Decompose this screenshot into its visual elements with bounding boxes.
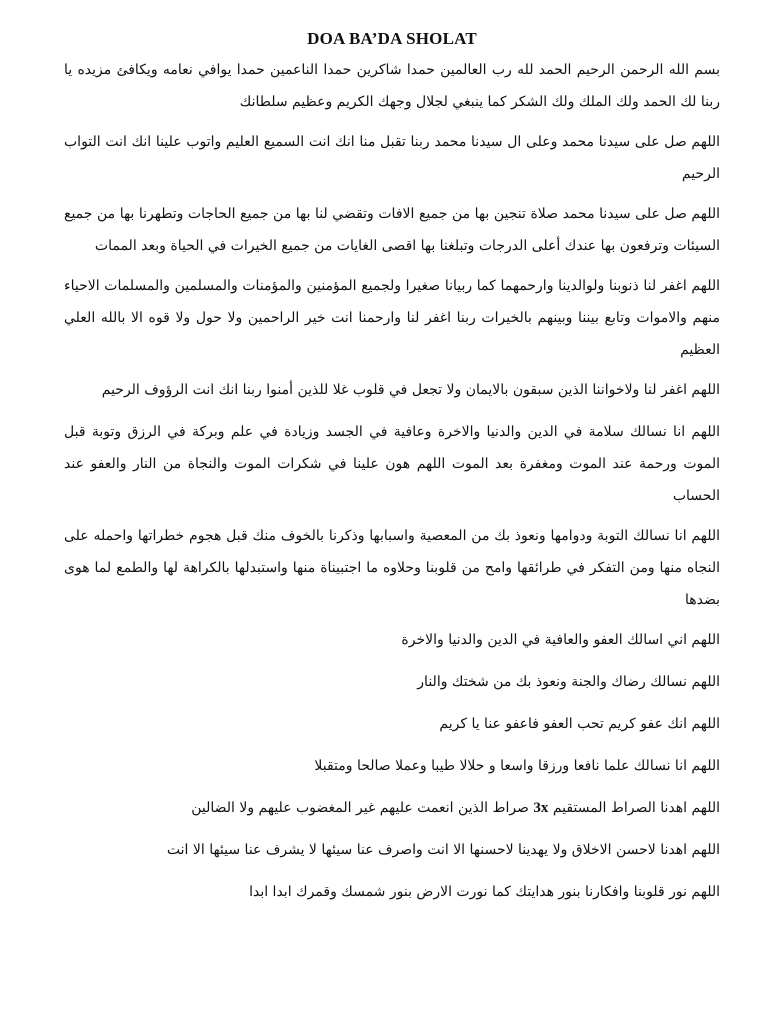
prayer-paragraph-forgiveness-parents: اللهم اغفر لنا ذنوبنا ولوالدينا وارحمهما كما ربيانا صغيرا ولجميع المؤمنين والمؤمنات والمسلمين والمسلمات الاحياء منهم والاموات وتابع بيننا وبينهم بالخيرات ربنا اغفر لنا وارحمنا انت خير الراحمين ولا حول ولا قوه الا بالله العلي العظيم [64,278,720,358]
prayer-paragraph-salawat-munjiyat: اللهم صل على سيدنا محمد صلاة تنجين بها من جميع الافات وتقضي لنا بها من جميع الحاجات وتطهرنا بها من جميع السيئات وترفعون بها عندك أعلى الدرجات وتبلغنا بها اقصى الغايات من جميع الخيرات في الحياة وبعد الممات [64,206,720,254]
prayer-paragraph-paradise: اللهم نسالك رضاك والجنة ونعوذ بك من شختك والنار [417,674,720,690]
sirat-prefix: اللهم اهدنا الصراط المستقيم [552,800,720,816]
sirat-repeat-count: 3x [533,800,549,816]
prayer-paragraph-knowledge: اللهم انا نسالك علما نافعا ورزقا واسعا و حلالا طيبا وعملا صالحا ومتقبلا [314,758,720,774]
prayer-paragraph-repentance: اللهم انا نسالك التوبة ودوامها ونعوذ بك من المعصية واسبابها وذكرنا بالخوف منك قبل هجوم خطراتها واحمله على النجاه منها ومن التفكر في طرائقها وامح من قلوبنا وحلاوه ما اجتبيناة منها واستبدلها بالكراهة لها والطمع لما هوى بضدها [64,528,720,608]
prayer-list [64,54,720,908]
prayer-paragraph-akhlaq: اللهم اهدنا لاحسن الاخلاق ولا يهدينا لاحسنها الا انت واصرف عنا سيئها لا يشرف عنا سيئها الا انت [166,842,720,858]
prayer-paragraph-afiyah: اللهم اني اسالك العفو والعافية في الدين والدنيا والاخرة [401,632,720,648]
sirat-suffix: صراط الذين انعمت عليهم غير المغضوب عليهم ولا الضالين [191,800,529,816]
document-page [64,24,720,918]
prayer-paragraph-opening: بسم الله الرحمن الرحيم الحمد لله رب العالمين حمدا شاكرين حمدا الناعمين حمدا يوافي نعامه ويكافئ مزيده يا ربنا لك الحمد ولك الملك ولك الشكر كما ينبغي لجلال وجهك الكريم وعظيم سلطانك [64,62,720,110]
prayer-paragraph-salawat: اللهم صل على سيدنا محمد وعلى ال سيدنا محمد ربنا تقبل منا انك انت السميع العليم واتوب علينا انك انت التواب الرحيم [64,134,720,182]
prayer-paragraph-nur: اللهم نور قلوبنا وافكارنا بنور هدايتك كما نورت الارض بنور شمسك وقمرك ابدا ابدا [249,884,720,900]
prayer-paragraph-safety: اللهم انا نسالك سلامة في الدين والدنيا والاخرة وعافية في الجسد وزيادة في علم وبركة في الرزق وتوبة قبل الموت ورحمة عند الموت ومغفرة بعد الموت اللهم هون علينا في شكرات الموت والنجاة من النار والعفو عند الحساب [64,424,720,504]
document-title: DOA BA’DA SHOLAT [307,29,477,48]
prayer-paragraph-forgiveness-brothers: اللهم اغفر لنا ولاخواننا الذين سبقون بالايمان ولا تجعل في قلوب غلا للذين أمنوا ربنا انك انت الرؤوف الرحيم [101,382,720,398]
prayer-paragraph-pardon: اللهم انك عفو كريم تحب العفو فاعفو عنا يا كريم [439,716,720,732]
prayer-paragraph-sirat [64,792,720,824]
